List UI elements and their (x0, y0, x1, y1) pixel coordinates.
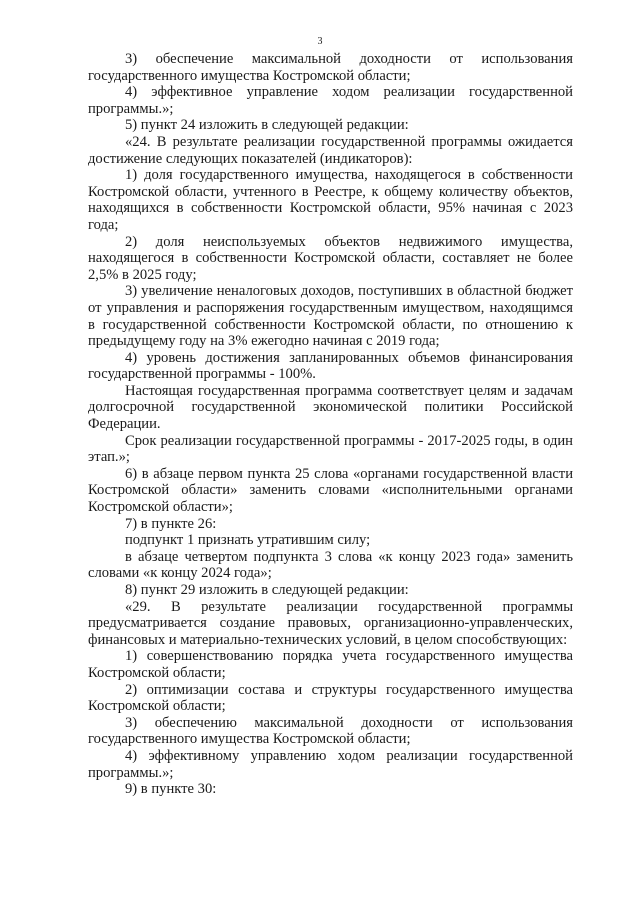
page-number: 3 (317, 36, 323, 47)
paragraph: 1) совершенствованию порядка учета государственного имущества Костромской области; (88, 648, 573, 681)
paragraph: 3) обеспечение максимальной доходности от использования государственного имущества Костромской области; (88, 51, 573, 84)
document-body (88, 51, 573, 798)
paragraph: 9) в пункте 30: (125, 781, 217, 798)
paragraph: 7) в пункте 26: (125, 515, 217, 532)
paragraph: 8) пункт 29 изложить в следующей редакции: (125, 582, 409, 598)
paragraph: 4) эффективному управлению ходом реализации государственной программы.»; (88, 747, 573, 781)
paragraph: 5) пункт 24 изложить в следующей редакции: (125, 117, 409, 134)
paragraph: подпункт 1 признать утратившим силу; (125, 532, 371, 549)
paragraph: 2) оптимизации состава и структуры государственного имущества Костромской области; (88, 681, 573, 715)
paragraph: 1) доля государственного имущества, находящегося в собственности Костромской области, учтенного в Реестре, к общему количеству объектов, находящихся в собственности Костромской области, 95% начиная с 2023 года; (88, 167, 573, 233)
paragraph: Срок реализации государственной программы - 2017-2025 годы, в один этап.»; (88, 432, 573, 466)
paragraph: 4) уровень достижения запланированных объемов финансирования государственной программы - 100%. (88, 349, 573, 383)
paragraph: «24. В результате реализации государственной программы ожидается достижение следующих показателей (индикаторов): (88, 133, 573, 167)
paragraph: Настоящая государственная программа соответствует целям и задачам долгосрочной государственной экономической политики Российской Федерации. (88, 382, 573, 433)
paragraph: 6) в абзаце первом пункта 25 слова «органами государственной власти Костромской области» заменить словами «исполнительными органами Костромской области»; (88, 465, 573, 516)
paragraph: в абзаце четвертом подпункта 3 слова «к концу 2023 года» заменить словами «к концу 2024 года»; (88, 548, 573, 582)
paragraph: 4) эффективное управление ходом реализации государственной программы.»; (88, 84, 573, 117)
paragraph: 3) обеспечению максимальной доходности от использования государственного имущества Костромской области; (88, 714, 573, 748)
paragraph: 3) увеличение неналоговых доходов, поступивших в областной бюджет от управления и распоряжения государственным имуществом, находящимся в государственной собственности Костромской области, по отношению к предыдущему году на 3% ежегодно начиная с 2019 года; (88, 283, 573, 350)
paragraph: «29. В результате реализации государственной программы предусматривается создание правовых, организационно-управленческих, финансовых и материально-технических условий, в целом способствующих: (88, 598, 573, 648)
paragraph: 2) доля неиспользуемых объектов недвижимого имущества, находящегося в собственности Костромской области, составляет не более 2,5% в 2025 году; (88, 233, 573, 283)
